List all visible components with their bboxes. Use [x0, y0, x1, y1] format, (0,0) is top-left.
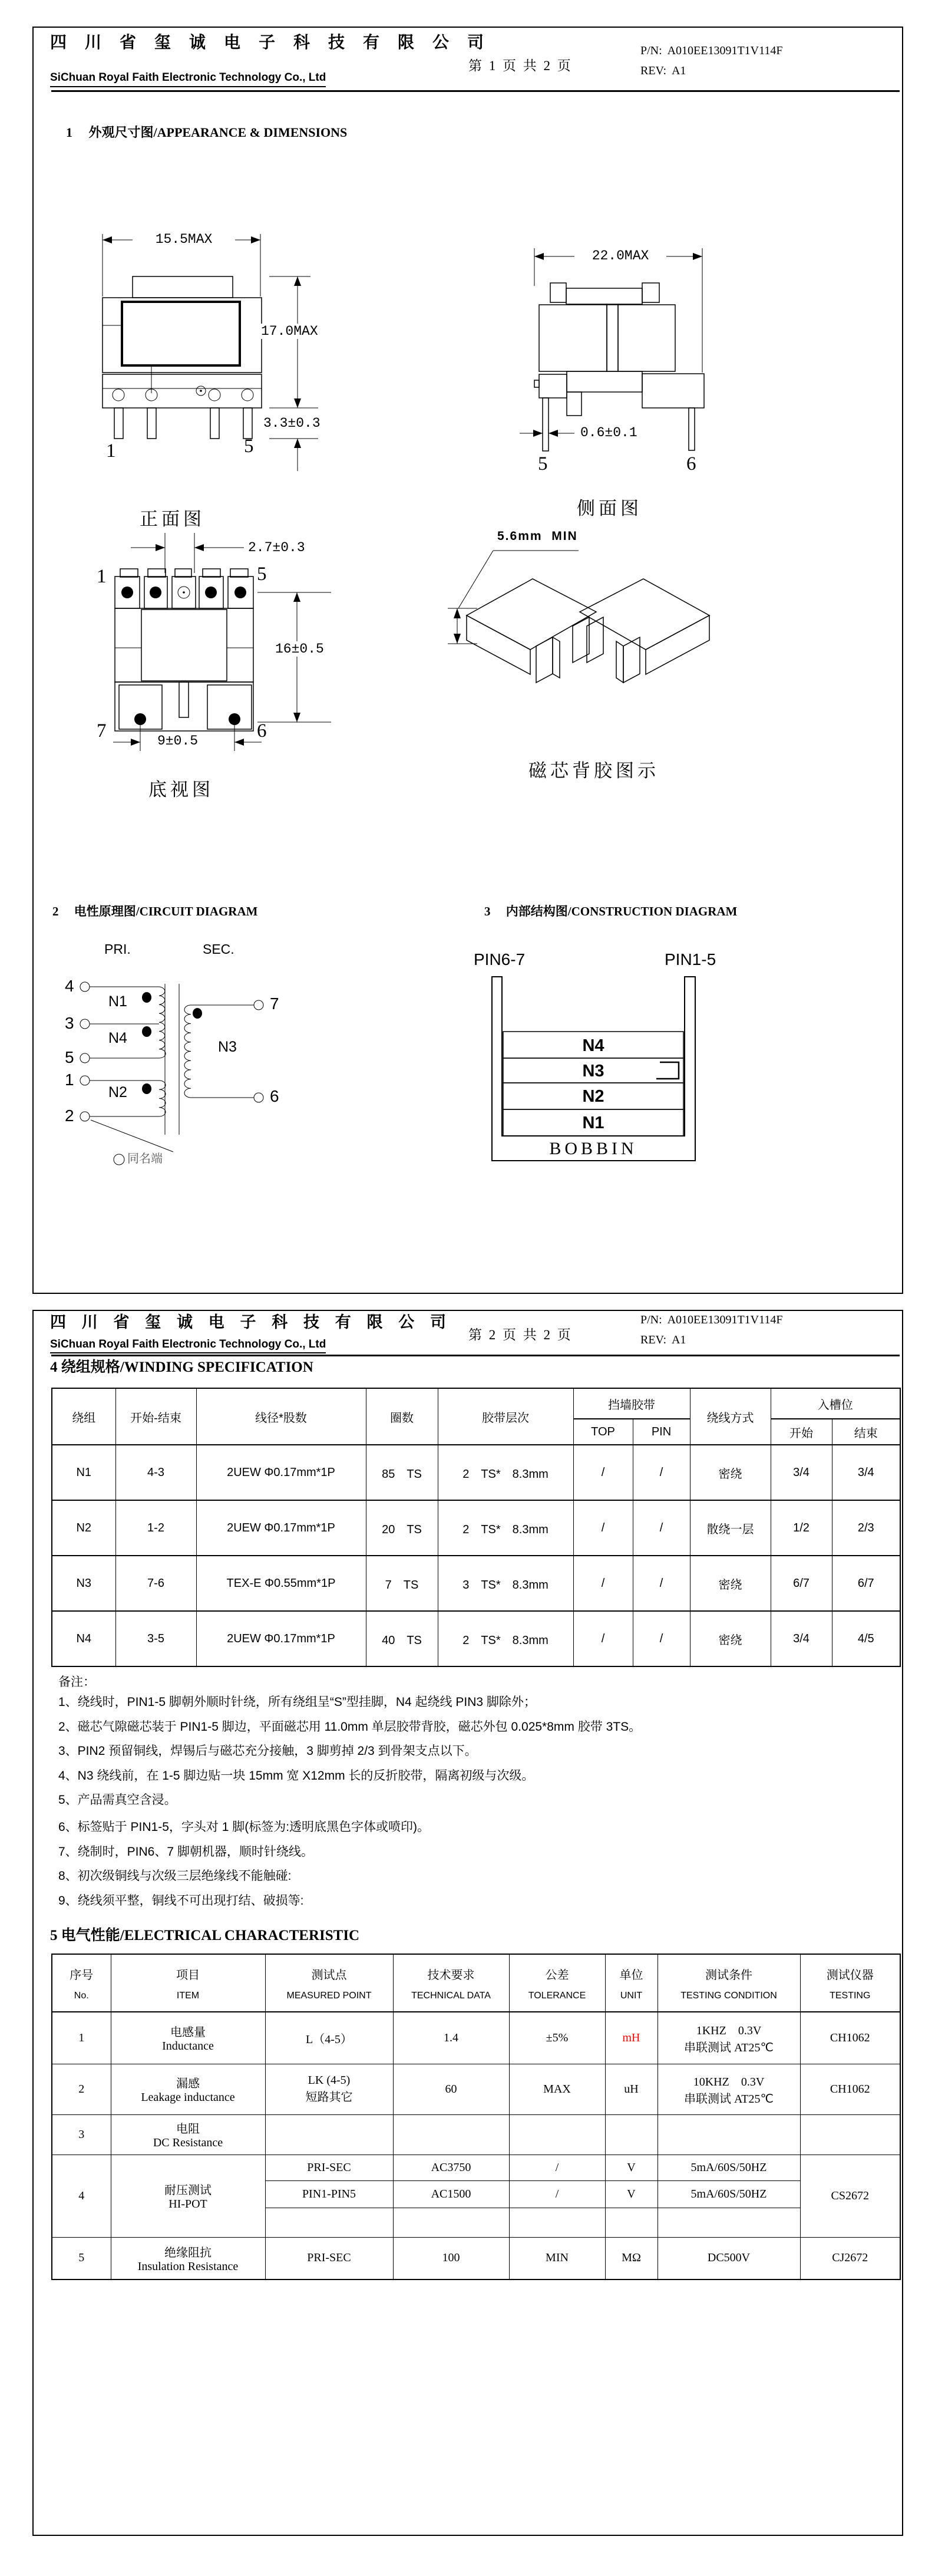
bottom-pin6-label: 6 [257, 720, 267, 742]
bottom-len-dim: 16±0.5 [273, 641, 326, 657]
section5-title: 5 电气性能/ELECTRICAL CHARACTERISTIC [50, 1928, 360, 1943]
bottom-view-caption: 底视图 [148, 779, 214, 800]
layer-n4-label: N4 [582, 1036, 604, 1055]
wh-method: 绕线方式 [690, 1388, 771, 1445]
electrical-row-5: 5 绝缘阻抗 Insulation Resistance PRI-SEC 100 MIN MΩ DC500V CJ2672 [52, 2237, 900, 2279]
section2-title: 2 电性原理图/CIRCUIT DIAGRAM [52, 904, 258, 918]
note-6: 6、标签贴于 PIN1-5，字头对 1 脚(标签为:透明底黑色字体或喷印)。 [58, 1820, 430, 1834]
company-name-cn: 四 川 省 玺 诚 电 子 科 技 有 限 公 司 [50, 34, 491, 52]
side-width-dim: 22.0MAX [574, 248, 666, 263]
core-view-drawing [443, 526, 726, 806]
winding-row-n2: N2 1-2 2UEW Φ0.17mm*1P 20 TS 2 TS* 8.3mm / / 散绕一层 1/2 2/3 [52, 1500, 900, 1556]
eh-point: 测试点 MEASURED POINT [265, 1954, 393, 2012]
front-view-caption: 正面图 [140, 509, 205, 529]
note-9: 9、绕线须平整，铜线不可出现打结、破损等: [58, 1894, 304, 1908]
layer-n2-label: N2 [582, 1087, 604, 1106]
page-number-p2: 第 2 页 共 2 页 [468, 1327, 573, 1342]
construction-diagram [473, 950, 723, 1192]
electrical-row-3: 3 电阻 DC Resistance [52, 2114, 900, 2155]
company-name-en-p2: SiChuan Royal Faith Electronic Technology Co., Ltd [50, 1338, 326, 1353]
eh-tester: 测试仪器 TESTING [800, 1954, 900, 2012]
wh-tape: 胶带层次 [438, 1388, 573, 1445]
wh-slot-start: 开始 [771, 1419, 832, 1445]
eh-data: 技术要求 TECHNICAL DATA [393, 1954, 509, 2012]
core-view-caption: 磁芯背胶图示 [528, 760, 659, 781]
winding-row-n1: N1 4-3 2UEW Φ0.17mm*1P 85 TS 2 TS* 8.3mm / / 密绕 3/4 3/4 [52, 1445, 900, 1500]
circuit-pin7: 7 [270, 994, 279, 1013]
revision: REV: A1 [640, 64, 686, 77]
circuit-lineart [60, 935, 325, 1195]
side-pin6-label: 6 [686, 453, 696, 475]
wh-wall-tape: 挡墙胶带 [573, 1388, 690, 1419]
circuit-n2: N2 [108, 1084, 127, 1101]
bottom-pitch-dim: 2.7±0.3 [246, 540, 307, 555]
bottom-pin7-label: 7 [97, 720, 107, 742]
electrical-row-4a: 4 耐压测试 HI-POT PRI-SEC AC3750 / V 5mA/60S/50HZ CS2672 [52, 2155, 900, 2180]
wh-pin: PIN [633, 1419, 690, 1445]
front-pin1-label: 1 [106, 440, 116, 462]
circuit-n3: N3 [218, 1039, 237, 1055]
note-7: 7、绕制时，PIN6、7 脚朝机器，顺时针绕线。 [58, 1845, 313, 1859]
construction-pin67-label: PIN6-7 [474, 950, 526, 969]
front-height-dim: 17.0MAX [259, 324, 320, 339]
sec-label: SEC. [203, 941, 234, 957]
bottom-span-dim: 9±0.5 [156, 733, 200, 749]
circuit-n4: N4 [108, 1030, 127, 1046]
front-pinlen-dim: 3.3±0.3 [262, 416, 322, 431]
electrical-row-1: 1 电感量 Inductance L（4-5） 1.4 ±5% mH 1KHZ 0.3V 串联测试 AT25℃ CH1062 [52, 2012, 900, 2064]
pri-label: PRI. [104, 941, 131, 957]
company-name-en: SiChuan Royal Faith Electronic Technology Co., Ltd [50, 71, 326, 87]
winding-row-n3: N3 7-6 TEX-E Φ0.55mm*1P 7 TS 3 TS* 8.3mm / / 密绕 6/7 6/7 [52, 1556, 900, 1611]
section3-title: 3 内部结构图/CONSTRUCTION DIAGRAM [484, 904, 738, 918]
section4-title: 4 绕组规格/WINDING SPECIFICATION [50, 1359, 313, 1375]
side-pindia-dim: 0.6±0.1 [579, 425, 639, 440]
bobbin-label: BOBBIN [549, 1139, 637, 1158]
part-number-p2: P/N: A010EE13091T1V114F [640, 1313, 783, 1326]
header-divider [51, 90, 900, 92]
circuit-diagram [60, 935, 325, 1195]
winding-table [51, 1388, 900, 1667]
bottom-view-drawing [54, 526, 364, 821]
wh-slot-end: 结束 [832, 1419, 900, 1445]
circuit-pin3: 3 [65, 1014, 74, 1032]
unit-mh-red: mH [605, 2012, 658, 2064]
circuit-n1: N1 [108, 993, 127, 1010]
eh-unit: 单位 UNIT [605, 1954, 658, 2012]
wh-start-end: 开始-结束 [115, 1388, 196, 1445]
side-view-drawing [487, 228, 741, 549]
electrical-row-2: 2 漏感 Leakage inductance LK (4-5) 短路其它 60 MAX uH 10KHZ 0.3V 串联测试 AT25℃ CH1062 [52, 2064, 900, 2114]
part-number: P/N: A010EE13091T1V114F [640, 44, 783, 57]
winding-row-n4: N4 3-5 2UEW Φ0.17mm*1P 40 TS 2 TS* 8.3mm / / 密绕 3/4 4/5 [52, 1611, 900, 1666]
note-8: 8、初次级铜线与次级三层绝缘线不能触碰: [58, 1869, 292, 1883]
company-name-cn-p2: 四 川 省 玺 诚 电 子 科 技 有 限 公 司 [50, 1313, 452, 1331]
notes-title: 备注： [58, 1675, 95, 1689]
bottom-pin5-label: 5 [257, 564, 267, 585]
note-3: 3、PIN2 预留铜线，焊锡后与磁芯充分接触，3 脚剪掉 2/3 到骨架支点以下。 [58, 1744, 477, 1758]
electrical-row-4b: PIN1-PIN5 AC1500 / V 5mA/60S/50HZ [52, 2180, 900, 2208]
eh-cond: 测试条件 TESTING CONDITION [658, 1954, 800, 2012]
circuit-pin5: 5 [65, 1048, 74, 1066]
front-view-drawing [54, 228, 372, 549]
side-view-caption: 侧面图 [577, 498, 642, 519]
front-view-lineart [54, 228, 372, 482]
page-2 [32, 1310, 903, 2536]
front-width-dim: 15.5MAX [133, 232, 235, 247]
wh-top: TOP [573, 1419, 633, 1445]
page-1 [32, 27, 903, 1294]
note-1: 1、绕线时，PIN1-5 脚朝外顺时针绕，所有绕组呈“S”型挂脚，N4 起绕线 PIN3 脚除外； [58, 1695, 536, 1709]
side-pin5-label: 5 [538, 453, 548, 475]
circuit-pin1: 1 [65, 1070, 74, 1089]
circuit-pin6: 6 [270, 1087, 279, 1105]
section1-title: 1 外观尺寸图/APPEARANCE & DIMENSIONS [66, 125, 348, 140]
bottom-pin1-label: 1 [97, 566, 107, 587]
wh-winding: 绕组 [52, 1388, 115, 1445]
electrical-table [51, 1954, 900, 2280]
wh-turns: 圈数 [366, 1388, 438, 1445]
note-2: 2、磁芯气隙磁芯装于 PIN1-5 脚边，平面磁芯用 11.0mm 单层胶带背胶，磁芯外包 0.025*8mm 胶带 3TS。 [58, 1720, 642, 1734]
page-number: 第 1 页 共 2 页 [468, 58, 573, 73]
layer-n1-label: N1 [582, 1114, 604, 1132]
side-view-lineart [487, 228, 741, 482]
revision-p2: REV: A1 [640, 1333, 686, 1346]
core-dim-label: 5.6mm MIN [497, 529, 578, 543]
header-divider-p2 [51, 1355, 900, 1356]
eh-tol: 公差 TOLERANCE [509, 1954, 605, 2012]
note-5: 5、产品需真空含浸。 [58, 1793, 177, 1807]
construction-pin15-label: PIN1-5 [665, 950, 716, 969]
circuit-pin2: 2 [65, 1106, 74, 1125]
circuit-pin4: 4 [65, 977, 74, 995]
eh-no: 序号 No. [52, 1954, 111, 2012]
wh-wire: 线径*股数 [196, 1388, 366, 1445]
polarity-note: 同名端 [127, 1152, 163, 1165]
core-view-lineart [443, 526, 726, 759]
note-4: 4、N3 绕线前，在 1-5 脚边贴一块 15mm 宽 X12mm 长的反折胶带，隔离初级与次级。 [58, 1769, 534, 1783]
front-pin5-label: 5 [244, 436, 254, 457]
eh-item: 项目 ITEM [111, 1954, 265, 2012]
layer-n3-label: N3 [582, 1062, 604, 1081]
wh-slot: 入槽位 [771, 1388, 900, 1419]
